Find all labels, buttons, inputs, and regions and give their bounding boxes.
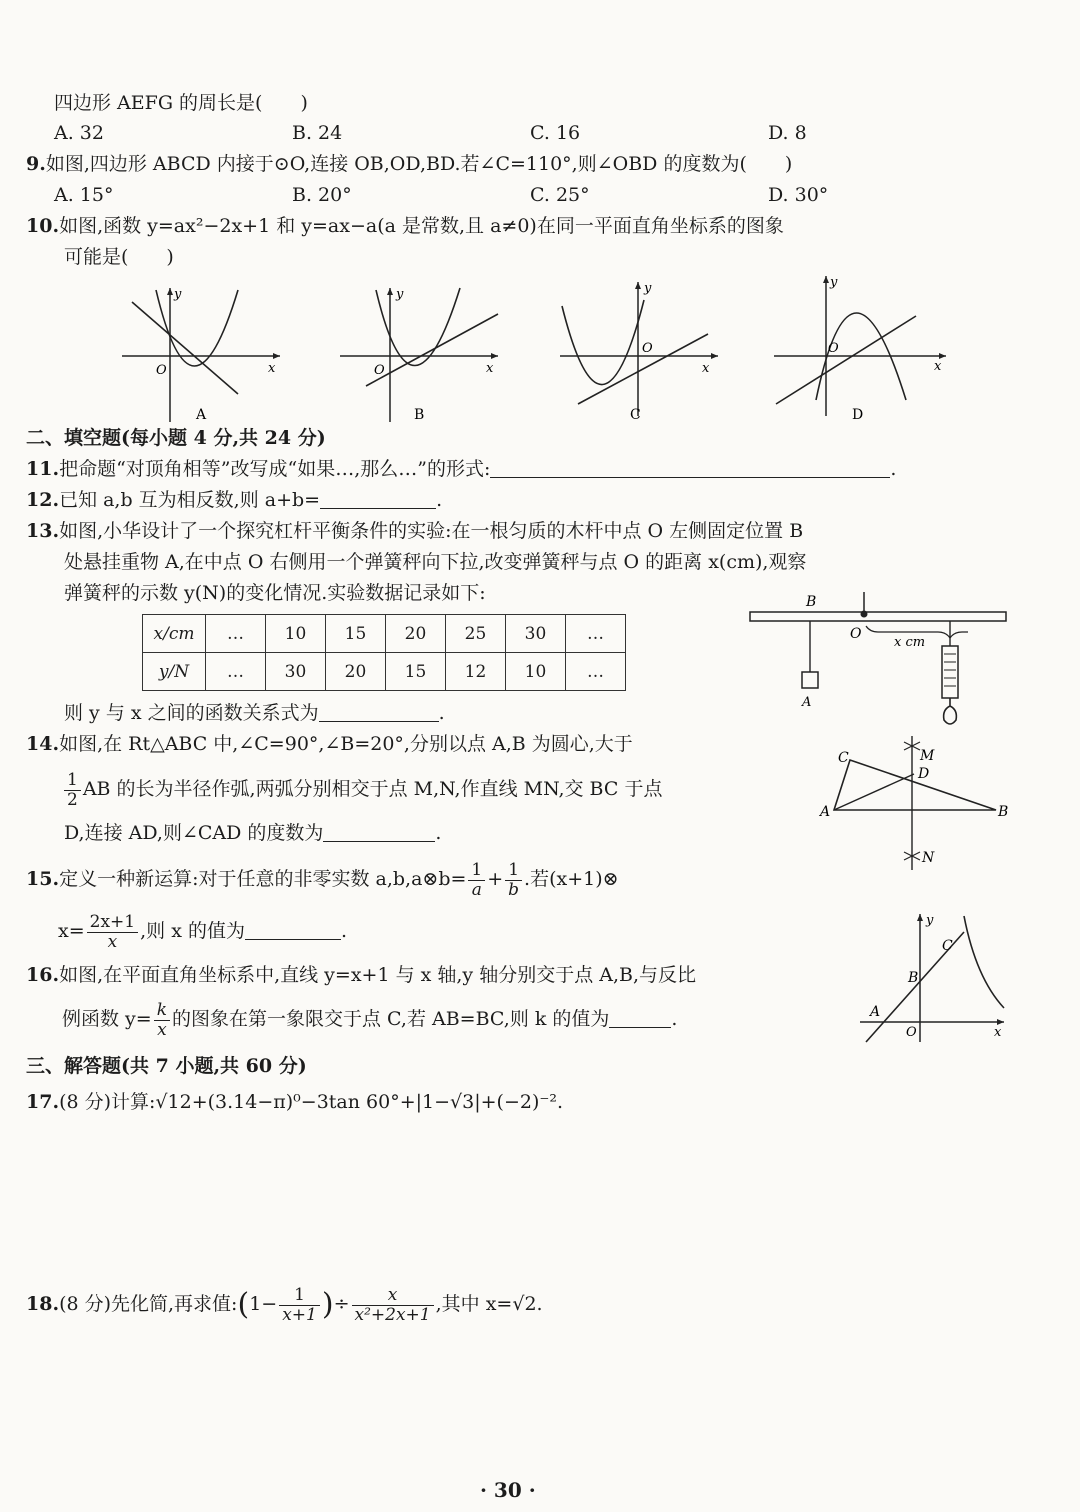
q15-f3-denominator: x <box>107 931 118 952</box>
q10-c-label: C <box>630 407 641 423</box>
q13-text-line2: 处悬挂重物 A,在中点 O 右侧用一个弹簧秤向下拉,改变弹簧秤与点 O 的距离 x(cm),观察 <box>64 551 807 573</box>
q15-line2 <box>58 910 347 952</box>
q8-stem: 四边形 AEFG 的周长是( ) <box>54 92 308 114</box>
q15-text-line2b: ,则 x 的值为 <box>140 920 245 942</box>
q14-text-line1: 如图,在 Rt△ABC 中,∠C=90°,∠B=20°,分别以点 A,B 为圆心,大于 <box>59 733 633 755</box>
table-cell: 20 <box>386 615 446 653</box>
q10-graph-c <box>556 276 726 427</box>
q13-text-line3: 弹簧秤的示数 y(N)的变化情况.实验数据记录如下: <box>64 582 486 604</box>
q14-label-d: D <box>918 766 930 782</box>
q18-fraction-x-over-quadratic <box>352 1286 434 1325</box>
section3-title: 三、解答题(共 7 小题,共 60 分) <box>26 1055 307 1077</box>
q16-frac-denominator: x <box>157 1019 167 1040</box>
q13-label-xcm: x cm <box>894 635 926 650</box>
q18-text-a: (8 分)先化简,再求值: <box>59 1293 238 1315</box>
q9-question <box>26 150 792 178</box>
q15-fraction-1-over-b <box>505 861 522 900</box>
table-cell: 25 <box>446 615 506 653</box>
q16-text-line2a: 例函数 y= <box>62 1008 152 1030</box>
table-cell: 30 <box>266 653 326 691</box>
q16-label-c: C <box>942 938 953 954</box>
q14-label-b: B <box>998 804 1009 820</box>
q14-line1 <box>26 730 633 758</box>
q15-f1-numerator: 1 <box>468 861 485 881</box>
q16-fraction-k-over-x <box>154 1001 170 1040</box>
q14-line3 <box>64 819 441 847</box>
q10-a-x-label: x <box>268 361 276 376</box>
q16-frac-numerator: k <box>154 1001 170 1021</box>
q16-label-x: x <box>994 1025 1002 1040</box>
q18-f1-denominator: x+1 <box>282 1304 317 1325</box>
q13-label-b: B <box>806 594 817 610</box>
q14-frac-numerator: 1 <box>64 771 81 791</box>
q16-label-o: O <box>906 1025 917 1040</box>
q10-stem-line1: 如图,函数 y=ax²−2x+1 和 y=ax−a(a 是常数,且 a≠0)在同一平面直角坐标系的图象 <box>59 215 784 237</box>
q18-fraction-1-over-x1 <box>279 1286 320 1325</box>
q10-b-y-label: y <box>396 287 404 302</box>
q15-text-line1a: 定义一种新运算:对于任意的非零实数 a,b,a⊗b= <box>59 868 467 890</box>
q10-a-y-label: y <box>174 287 182 302</box>
q15-plus: + <box>487 868 504 890</box>
q13-text-line1: 如图,小华设计了一个探究杠杆平衡条件的实验:在一根匀质的木杆中点 O 左侧固定位置 B <box>59 520 804 542</box>
q9-option-c: C. 25° <box>530 184 590 206</box>
q8-option-c: C. 16 <box>530 122 581 144</box>
q18-question <box>26 1282 543 1327</box>
q13-label-o: O <box>850 626 862 642</box>
q18-text-b: ,其中 x=√2. <box>435 1293 543 1315</box>
q14-text-line2: AB 的长为半径作弧,两弧分别相交于点 M,N,作直线 MN,交 BC 于点 <box>82 778 663 800</box>
q16-line1 <box>26 961 696 989</box>
table-cell: 15 <box>386 653 446 691</box>
q13-table-row-x <box>143 615 626 653</box>
q16-text-line2b: 的图象在第一象限交于点 C,若 AB=BC,则 k 的值为 <box>172 1008 610 1030</box>
q16-answer-blank <box>609 1009 671 1028</box>
q9-option-b: B. 20° <box>292 184 352 206</box>
q15-answer-blank <box>245 921 341 940</box>
q18-paren-open: ( <box>237 1287 250 1322</box>
q14-fraction-half <box>64 771 81 810</box>
q13-answer-blank <box>319 703 439 722</box>
q10-d-x-label: x <box>934 359 942 374</box>
q12-text: 已知 a,b 互为相反数,则 a+b= <box>59 489 321 511</box>
q15-text-line1b: .若(x+1)⊗ <box>524 868 619 890</box>
q10-d-origin: O <box>828 341 839 356</box>
q17-text: (8 分)计算:√12+(3.14−π)⁰−3tan 60°+|1−√3|+(−2)⁻². <box>59 1091 564 1113</box>
table-cell: … <box>206 615 266 653</box>
q11-answer-blank <box>490 459 890 478</box>
q18-f1-numerator: 1 <box>279 1286 320 1306</box>
q16-end: . <box>671 1008 678 1030</box>
q10-graph-b <box>336 282 506 427</box>
q13-line1 <box>26 517 803 545</box>
table-cell: … <box>566 615 626 653</box>
q12-number: 12. <box>26 489 60 511</box>
table-cell: 12 <box>446 653 506 691</box>
q16-number: 16. <box>26 964 60 986</box>
q13-number: 13. <box>26 520 60 542</box>
q11-number: 11. <box>26 458 60 480</box>
q11-end: . <box>890 458 897 480</box>
table-cell: 20 <box>326 653 386 691</box>
q10-stem-line2: 可能是( ) <box>64 246 174 268</box>
q10-d-y-label: y <box>830 275 838 290</box>
q18-f2-numerator: x <box>352 1286 434 1306</box>
q17-number: 17. <box>26 1091 60 1113</box>
q15-f3-numerator: 2x+1 <box>87 913 138 933</box>
q10-c-origin: O <box>642 341 653 356</box>
q15-fraction-2x1-over-x <box>87 913 138 952</box>
q10-a-origin: O <box>156 363 167 378</box>
q16-coordinate-figure <box>856 908 1012 1048</box>
q10-a-label: A <box>196 407 207 423</box>
q16-label-y: y <box>926 913 934 928</box>
q10-d-label: D <box>852 407 864 423</box>
q14-line2 <box>62 768 662 810</box>
q18-paren-close: ) <box>321 1287 334 1322</box>
table-cell: 10 <box>506 653 566 691</box>
section2-title: 二、填空题(每小题 4 分,共 24 分) <box>26 427 326 449</box>
q17-question <box>26 1088 563 1116</box>
q12-question <box>26 486 442 514</box>
q15-line1 <box>26 858 619 900</box>
q13-answer-line <box>64 699 445 727</box>
q15-text-line2a: x= <box>58 920 85 942</box>
q8-option-a: A. 32 <box>54 122 104 144</box>
table-cell: 30 <box>506 615 566 653</box>
table-cell: 10 <box>266 615 326 653</box>
q9-option-d: D. 30° <box>768 184 829 206</box>
q15-f2-numerator: 1 <box>505 861 522 881</box>
q10-b-x-label: x <box>486 361 494 376</box>
q14-answer-blank <box>323 823 435 842</box>
q16-label-a: A <box>870 1004 881 1020</box>
q10-c-x-label: x <box>702 361 710 376</box>
q15-f2-denominator: b <box>508 879 520 900</box>
q14-text-line3: D,连接 AD,则∠CAD 的度数为 <box>64 822 324 844</box>
q14-label-n: N <box>922 850 935 866</box>
q10-graph-a <box>118 282 288 427</box>
q8-option-b: B. 24 <box>292 122 343 144</box>
q14-label-a: A <box>820 804 831 820</box>
q10-b-origin: O <box>374 363 385 378</box>
q13-answer-text: 则 y 与 x 之间的函数关系式为 <box>64 702 319 724</box>
q10-b-label: B <box>414 407 425 423</box>
q14-triangle-figure <box>818 730 1014 876</box>
q9-option-a: A. 15° <box>54 184 114 206</box>
q11-question <box>26 455 896 483</box>
q9-number: 9. <box>26 153 46 175</box>
q16-label-b: B <box>908 970 919 986</box>
q14-label-c: C <box>838 750 849 766</box>
q10-number: 10. <box>26 215 60 237</box>
q14-number: 14. <box>26 733 60 755</box>
q14-frac-denominator: 2 <box>67 789 78 810</box>
q13-table-row-y <box>143 653 626 691</box>
q16-text-line1: 如图,在平面直角坐标系中,直线 y=x+1 与 x 轴,y 轴分别交于点 A,B,与反比 <box>59 964 697 986</box>
q14-end: . <box>435 822 442 844</box>
q9-stem: 如图,四边形 ABCD 内接于⊙O,连接 OB,OD,BD.若∠C=110°,则∠OBD 的度数为( ) <box>45 153 793 175</box>
q10-c-y-label: y <box>644 281 652 296</box>
q10-graph-d <box>770 270 950 427</box>
table-cell: y/N <box>143 653 206 691</box>
q18-one-minus: 1− <box>249 1293 278 1315</box>
q10-question <box>26 212 784 240</box>
q13-label-a: A <box>802 695 812 710</box>
q15-fraction-1-over-a <box>468 861 485 900</box>
q16-line2 <box>62 998 677 1040</box>
q12-answer-blank <box>320 490 436 509</box>
table-cell: 15 <box>326 615 386 653</box>
q18-f2-denominator: x²+2x+1 <box>354 1304 431 1325</box>
q15-f1-denominator: a <box>471 879 482 900</box>
q18-divide: ÷ <box>333 1293 350 1315</box>
q14-label-m: M <box>920 748 935 764</box>
q13-data-table <box>142 614 626 691</box>
q15-number: 15. <box>26 868 60 890</box>
q15-end: . <box>340 920 347 942</box>
table-cell: … <box>206 653 266 691</box>
q8-option-d: D. 8 <box>768 122 807 144</box>
q13-lever-figure <box>748 588 1010 730</box>
table-cell: x/cm <box>143 615 206 653</box>
q18-number: 18. <box>26 1293 60 1315</box>
page-number: · 30 · <box>480 1478 536 1502</box>
q12-end: . <box>436 489 443 511</box>
table-cell: … <box>566 653 626 691</box>
q13-end: . <box>438 702 445 724</box>
q11-text: 把命题“对顶角相等”改写成“如果…,那么…”的形式: <box>59 458 491 480</box>
